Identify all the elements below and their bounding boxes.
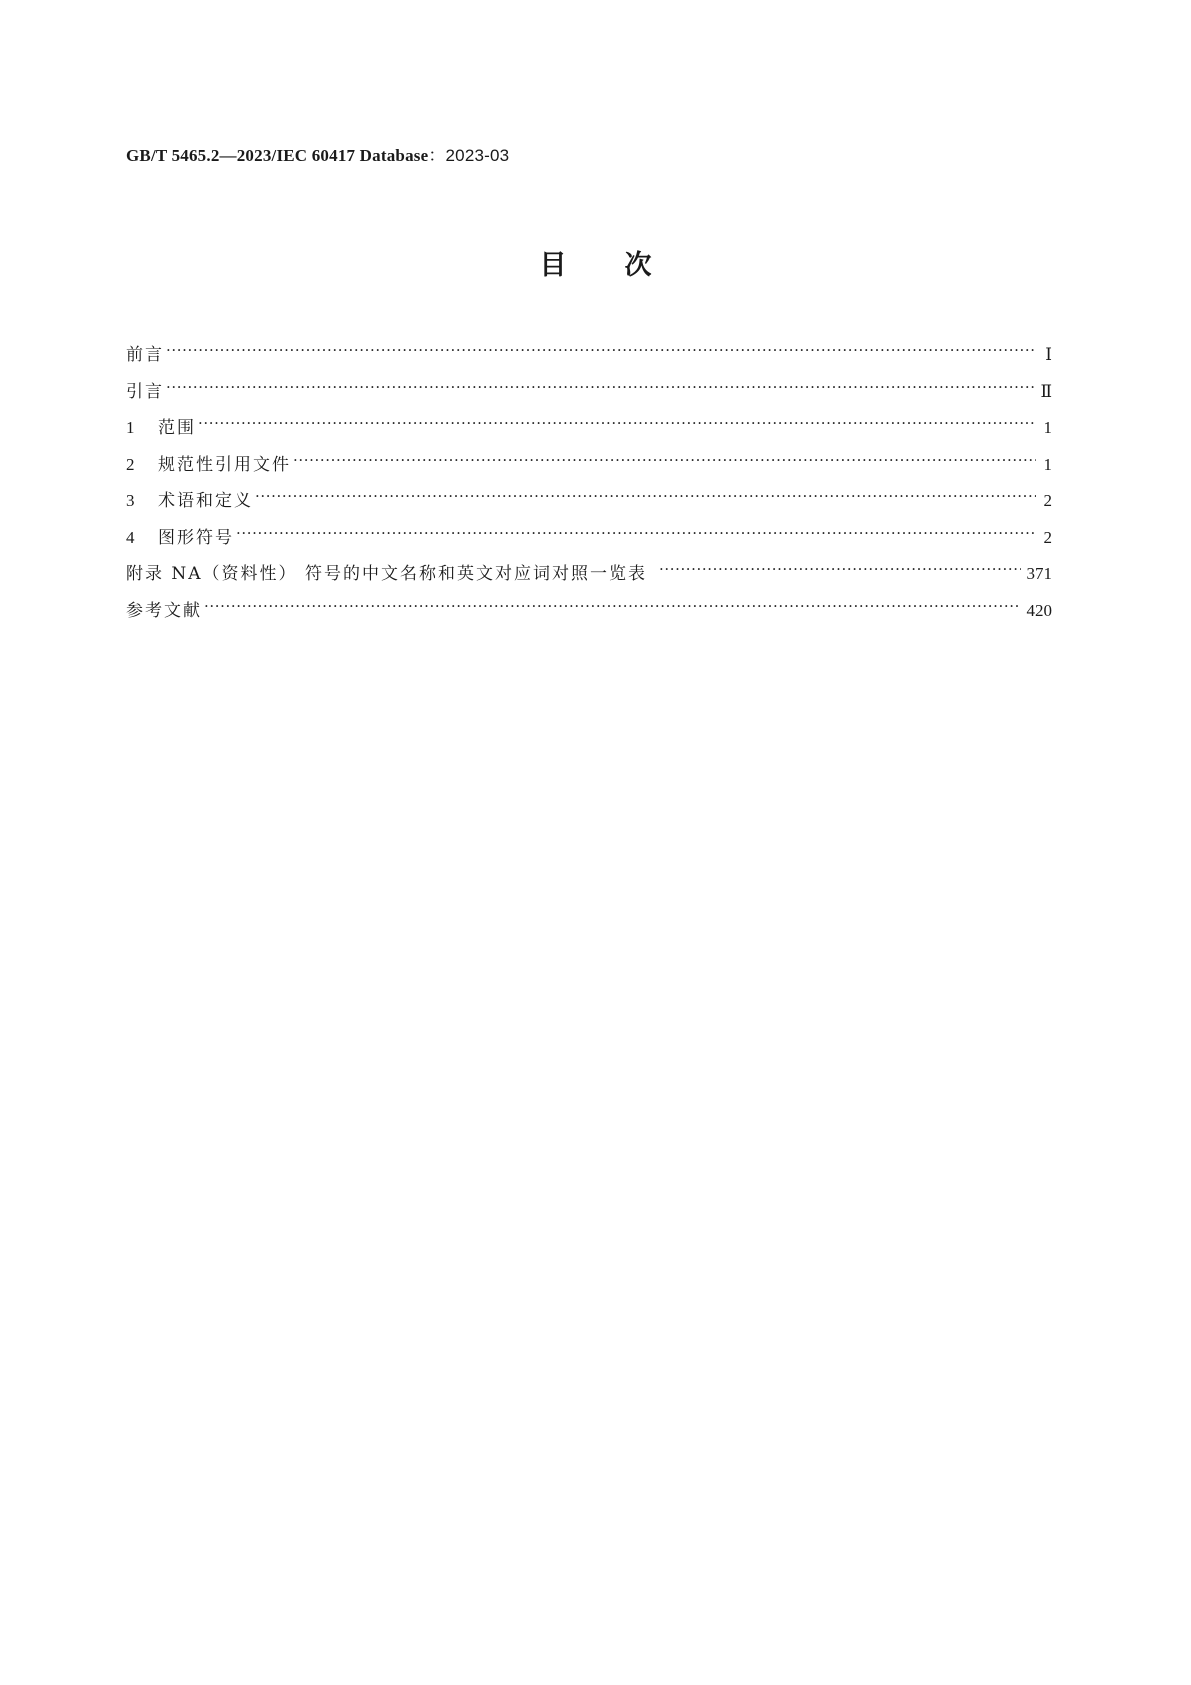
toc-entry-page: 2 bbox=[1043, 491, 1052, 510]
toc-dot-leader bbox=[255, 489, 1036, 506]
toc-entry-page: Ⅱ bbox=[1040, 381, 1052, 401]
standard-header bbox=[126, 141, 509, 166]
toc-entry-annex-na[interactable] bbox=[126, 559, 1052, 596]
toc-entry-page: 371 bbox=[1026, 564, 1052, 583]
toc-entry-page: Ⅰ bbox=[1045, 345, 1052, 364]
toc-title: 目次 bbox=[539, 250, 710, 281]
standard-code: GB/T 5465.2—2023/IEC 60417 Database bbox=[126, 146, 429, 165]
toc-dot-leader bbox=[166, 380, 1034, 397]
header-separator: ： bbox=[428, 146, 446, 166]
toc-entry-graphical-symbols[interactable] bbox=[126, 523, 1052, 560]
toc-entry-page: 1 bbox=[1043, 418, 1052, 437]
toc-entry-label: 引言 bbox=[126, 381, 164, 402]
toc-entry-label: 范围 bbox=[158, 418, 196, 438]
toc-entry-label: 前言 bbox=[126, 345, 164, 365]
toc-entry-label: 术语和定义 bbox=[158, 491, 253, 511]
toc-dot-leader bbox=[236, 526, 1036, 543]
toc-entry-number: 1 bbox=[126, 418, 135, 437]
toc-entry-foreword[interactable] bbox=[126, 340, 1052, 377]
toc-entry-introduction[interactable] bbox=[126, 377, 1052, 414]
toc-entry-page: 420 bbox=[1026, 600, 1052, 620]
toc-entry-normative-references[interactable] bbox=[126, 450, 1052, 487]
toc-entry-number: 2 bbox=[126, 454, 135, 474]
toc-entry-label: 图形符号 bbox=[158, 527, 234, 548]
toc-entry-number: 4 bbox=[126, 527, 135, 547]
toc-dot-leader bbox=[204, 599, 1021, 616]
toc-list bbox=[126, 340, 1052, 632]
toc-dot-leader bbox=[659, 562, 1021, 579]
toc-dot-leader bbox=[198, 416, 1036, 433]
toc-entry-label: 规范性引用文件 bbox=[158, 454, 291, 475]
standard-date: 2023-03 bbox=[445, 146, 510, 165]
toc-entry-page: 2 bbox=[1043, 527, 1052, 547]
toc-dot-leader bbox=[166, 343, 1036, 360]
toc-entry-page: 1 bbox=[1043, 454, 1052, 474]
toc-entry-scope[interactable] bbox=[126, 413, 1052, 450]
toc-entry-bibliography[interactable] bbox=[126, 596, 1052, 633]
toc-dot-leader bbox=[293, 453, 1036, 470]
toc-entry-terms-definitions[interactable] bbox=[126, 486, 1052, 523]
toc-entry-label: 附录 NA（资料性） 符号的中文名称和英文对应词对照一览表 bbox=[126, 564, 647, 584]
toc-entry-label: 参考文献 bbox=[126, 600, 202, 621]
toc-entry-number: 3 bbox=[126, 491, 135, 510]
